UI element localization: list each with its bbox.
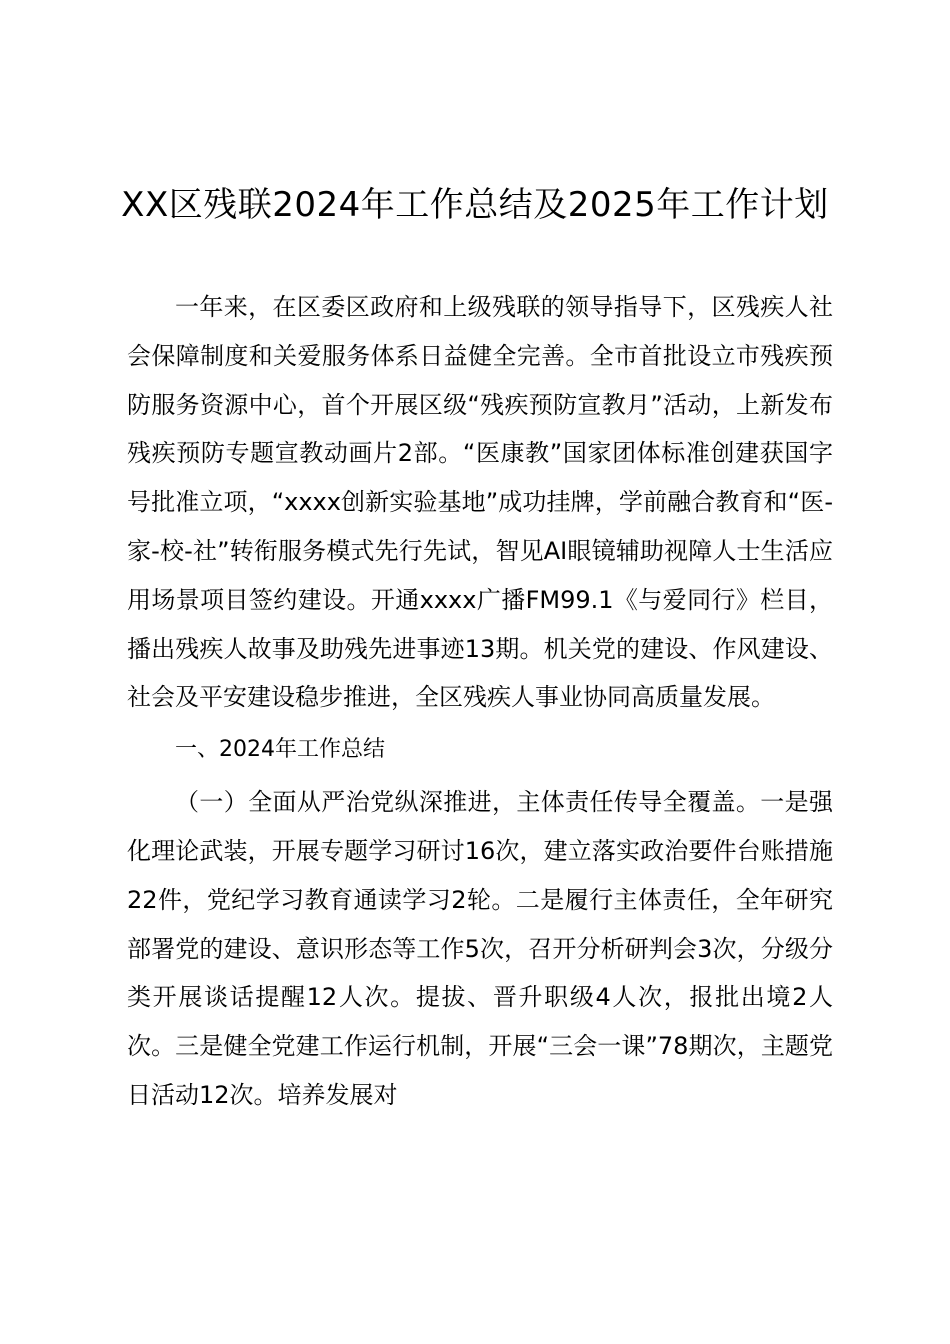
document-title: XX区残联2024年工作总结及2025年工作计划 xyxy=(121,185,829,225)
section-heading-summary: 一、2024年工作总结 xyxy=(175,737,385,763)
intro-paragraph: 一年来，在区委区政府和上级残联的领导指导下，区残疾人社会保障制度和关爱服务体系日益健全完善。全市首批设立市残疾预防服务资源中心，首个开展区级“残疾预防宣教月”活动，上新发布残疾预防专题宣教动画片2部。“医康教”国家团体标准创建获国字号批准立项，“xxxx创新实验基地”成功挂牌，学前融合教育和“医-家-校-社”转衔服务模式先行先试，智见AI眼镜辅助视障人士生活应用场景项目签约建设。开通xxxx广播FM99.1《与爱同行》栏目，播出残疾人故事及助残先进事迹13期。机关党的建设、作风建设、社会及平安建设稳步推进，全区残疾人事业协同高质量发展。 xyxy=(127,293,833,712)
section-paragraph-party-building: （一）全面从严治党纵深推进，主体责任传导全覆盖。一是强化理论武装，开展专题学习研讨16次，建立落实政治要件台账措施22件，党纪学习教育通读学习2轮。二是履行主体责任，全年研究部署党的建设、意识形态等工作5次，召开分析研判会3次，分级分类开展谈话提醒12人次。提拔、晋升职级4人次，报批出境2人次。三是健全党建工作运行机制，开展“三会一课”78期次，主题党日活动12次。培养发展对 xyxy=(127,788,833,1109)
document-body xyxy=(127,283,833,1120)
